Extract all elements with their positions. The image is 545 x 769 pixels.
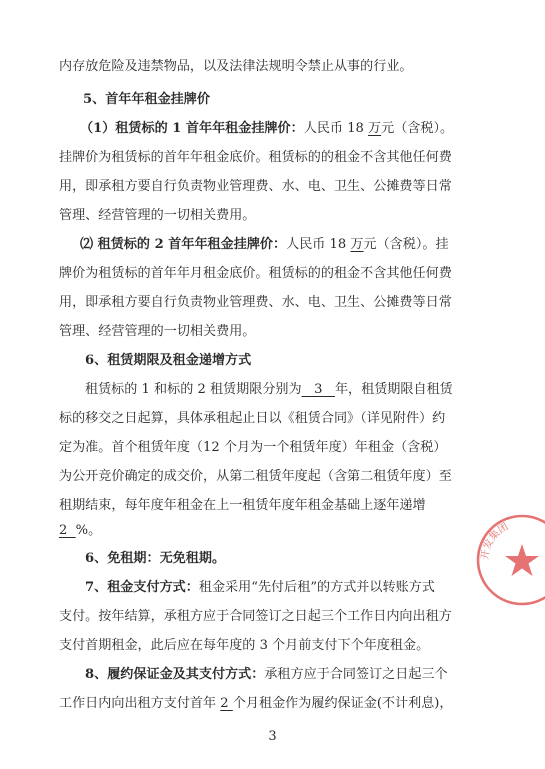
text-line: 内存放危险及违禁物品，以及法律法规明令禁止从事的行业。 xyxy=(59,59,413,74)
section-heading-free-rent: 6、免租期：无免租期。 xyxy=(85,551,226,566)
paragraph-3-line-3: 定为准。首个租赁年度（12 个月为一个租赁年度）年租金（含税） xyxy=(59,440,447,455)
paragraph-3-line-6: 2 %。 xyxy=(59,523,102,538)
seal-text: 开发集团 xyxy=(479,521,511,561)
paragraph-3-line-1: 租赁标的 1 和标的 2 租赁期限分别为 3 年，租赁期限自租赁 xyxy=(85,382,453,397)
paragraph-3-line-4: 为公开竞价确定的成交价，从第二租赁年度起（含第二租赁年度）至 xyxy=(59,469,452,484)
paragraph-1-line-2: 挂牌价为租赁标的首年年租金底价。租赁标的的租金不含其他任何费 xyxy=(59,150,452,165)
paragraph-2-line-3: 用，即承租方要自行负责物业管理费、水、电、卫生、公摊费等日常 xyxy=(59,295,452,310)
paragraph-3-line-2: 标的移交之日起算，具体承租起止日以《租赁合同》（详见附件）约 xyxy=(59,411,446,426)
section-heading-5: 5、首年年租金挂牌价 xyxy=(83,92,210,107)
paragraph-2-line-2: 牌价为租赁标的首年年月租金底价。租赁标的的租金不含其他任何费 xyxy=(59,266,452,281)
paragraph-1-line-3: 用，即承租方要自行负责物业管理费、水、电、卫生、公摊费等日常 xyxy=(59,179,452,194)
paragraph-5-line-2: 工作日内向出租方支付首年 2 个月租金作为履约保证金(不计利息)， xyxy=(59,696,453,711)
paragraph-1-line-4: 管理、经营管理的一切相关费用。 xyxy=(59,208,256,223)
paragraph-5-line-1: 8、履约保证金及其支付方式：承租方应于合同签订之日起三个 xyxy=(85,667,448,682)
official-seal xyxy=(470,508,545,608)
red-star-icon xyxy=(505,544,539,576)
paragraph-2-line-4: 管理、经营管理的一切相关费用。 xyxy=(59,324,256,339)
paragraph-2-line-1: ⑵ 租赁标的 2 首年年租金挂牌价：人民币 18 万元（含税）。挂 xyxy=(80,237,449,252)
paragraph-4-line-3: 支付首期租金，此后应在每年度的 3 个月前支付下个年度租金。 xyxy=(59,638,430,653)
paragraph-4-line-2: 支付。按年结算，承租方应于合同签订之日起三个工作日内向出租方 xyxy=(59,609,452,624)
paragraph-1-line-1: （1）租赁标的 1 首年年租金挂牌价：人民币 18 万元（含税）。 xyxy=(80,121,454,136)
section-heading-6: 6、租赁期限及租金递增方式 xyxy=(85,353,252,368)
paragraph-3-line-5: 租期结束，每年度年租金在上一租赁年度年租金基础上逐年递增 xyxy=(59,498,426,513)
page-number: 3 xyxy=(268,729,277,744)
paragraph-4-line-1: 7、租金支付方式：租金采用“先付后租”的方式并以转账方式 xyxy=(85,580,435,595)
